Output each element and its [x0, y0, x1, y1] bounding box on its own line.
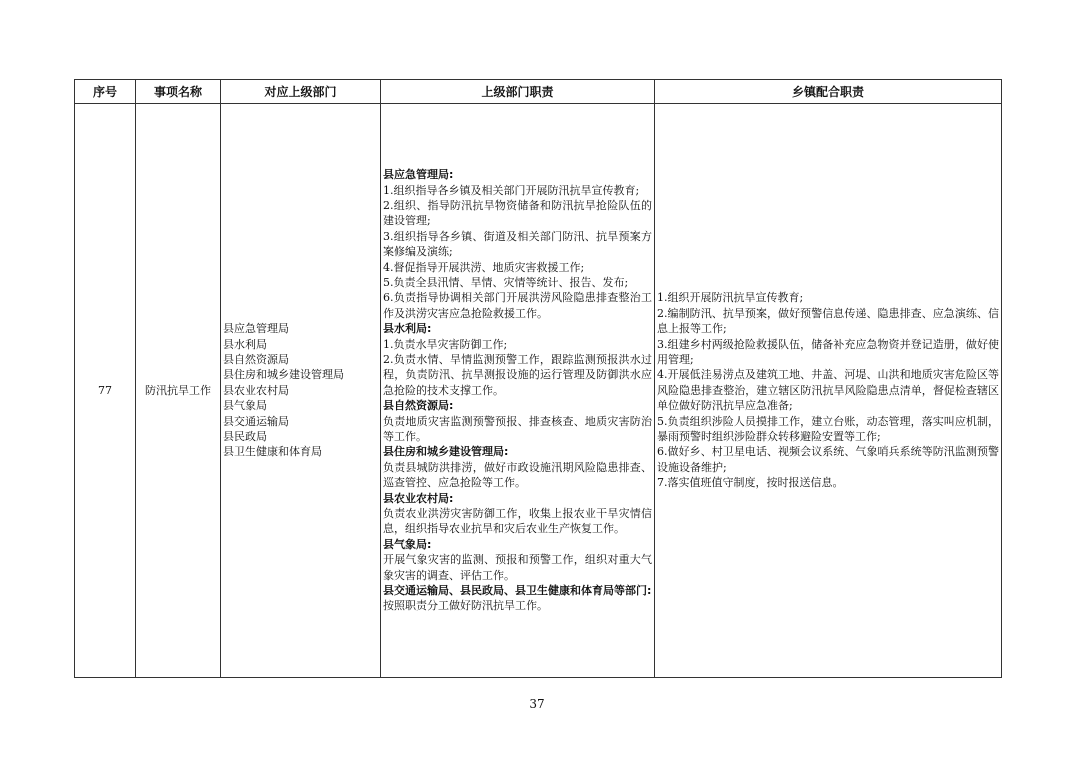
town-duty-line: 5.负责组织涉险人员摸排工作，建立台账，动态管理，落实叫应机制，暴雨预警时组织涉险群众转移避险安置等工作;	[657, 414, 999, 444]
town-duty-line: 6.做好乡、村卫星电话、视频会议系统、气象哨兵系统等防汛监测预警设施设备维护;	[657, 445, 999, 474]
row-upper-duties	[381, 104, 655, 678]
duty-section-heading: 县农业农村局:	[383, 491, 454, 505]
department-item: 县应急管理局	[223, 322, 289, 336]
duty-section-heading: 县住房和城乡建设管理局:	[383, 445, 509, 459]
duty-line: 负责县城防洪排涝，做好市政设施汛期风险隐患排查、巡查管控、应急抢险等工作。	[383, 460, 652, 490]
department-item: 县自然资源局	[223, 352, 289, 366]
duty-line: 开展气象灾害的监测、预报和预警工作，组织对重大气象灾害的调查、评估工作。	[383, 553, 652, 582]
department-item: 县交通运输局	[223, 414, 289, 428]
header-town-duties: 乡镇配合职责	[655, 80, 1002, 104]
duty-section-heading: 县气象局:	[383, 537, 432, 551]
duty-line: 4.督促指导开展洪涝、地质灾害救援工作;	[383, 260, 585, 274]
town-duty-line: 4.开展低洼易涝点及建筑工地、井盖、河堤、山洪和地质灾害危险区等风险隐患排查整治，建立辖区防汛抗旱风险隐患点清单，督促检查辖区单位做好防汛抗旱应急准备;	[657, 368, 999, 413]
town-duty-line: 7.落实值班值守制度，按时报送信息。	[657, 476, 844, 490]
duty-line: 3.组织指导各乡镇、街道及相关部门防汛、抗旱预案方案修编及演练;	[383, 229, 652, 259]
header-item: 事项名称	[136, 80, 221, 104]
row-departments	[221, 104, 381, 678]
duty-line: 2.负责水情、旱情监测预警工作，跟踪监测预报洪水过程，负责防汛、抗旱测报设施的运行管理及防御洪水应急抢险的技术支撑工作。	[383, 352, 652, 397]
department-item: 县农业农村局	[223, 383, 289, 397]
duty-line: 6.负责指导协调相关部门开展洪涝风险隐患排查整治工作及洪涝灾害应急抢险救援工作。	[383, 291, 652, 320]
town-duty-line: 3.组建乡村两级抢险救援队伍，储备补充应急物资并登记造册，做好使用管理;	[657, 337, 999, 366]
duty-section-heading: 县交通运输局、县民政局、县卫生健康和体育局等部门:	[383, 584, 652, 598]
duty-line: 5.负责全县汛情、旱情、灾情等统计、报告、发布;	[383, 275, 629, 289]
town-duty-line: 2.编制防汛、抗旱预案，做好预警信息传递、隐患排查、应急演练、信息上报等工作;	[657, 306, 999, 336]
duty-line: 负责农业洪涝灾害防御工作，收集上报农业干旱灾情信息，组织指导农业抗旱和灾后农业生产恢复工作。	[383, 507, 652, 536]
row-number: 77	[75, 104, 136, 678]
header-dept: 对应上级部门	[221, 80, 381, 104]
department-item: 县民政局	[223, 430, 267, 444]
duty-line: 2.组织、指导防汛抗旱物资储备和防汛抗旱抢险队伍的建设管理;	[383, 198, 652, 228]
department-item: 县水利局	[223, 337, 267, 351]
header-row	[75, 80, 1002, 104]
duty-line: 1.负责水旱灾害防御工作;	[383, 337, 508, 351]
town-duty-line: 1.组织开展防汛抗旱宣传教育;	[657, 291, 804, 305]
row-item-name: 防汛抗旱工作	[136, 104, 221, 678]
duty-section-heading: 县水利局:	[383, 322, 432, 336]
duty-section-heading: 县应急管理局:	[383, 168, 454, 182]
duty-section-heading: 县自然资源局:	[383, 399, 454, 413]
header-upper-duties: 上级部门职责	[381, 80, 655, 104]
duty-line: 1.组织指导各乡镇及相关部门开展防汛抗旱宣传教育;	[383, 183, 640, 197]
department-item: 县住房和城乡建设管理局	[223, 368, 344, 382]
department-item: 县气象局	[223, 399, 267, 413]
header-no: 序号	[75, 80, 136, 104]
page-number: 37	[529, 697, 545, 711]
department-item: 县卫生健康和体育局	[223, 445, 322, 459]
table-row	[75, 104, 1002, 678]
row-town-duties	[655, 104, 1002, 678]
duty-line: 负责地质灾害监测预警预报、排查核查、地质灾害防治等工作。	[383, 414, 652, 444]
duty-table	[74, 79, 1002, 678]
duty-line: 按照职责分工做好防汛抗旱工作。	[383, 599, 548, 613]
